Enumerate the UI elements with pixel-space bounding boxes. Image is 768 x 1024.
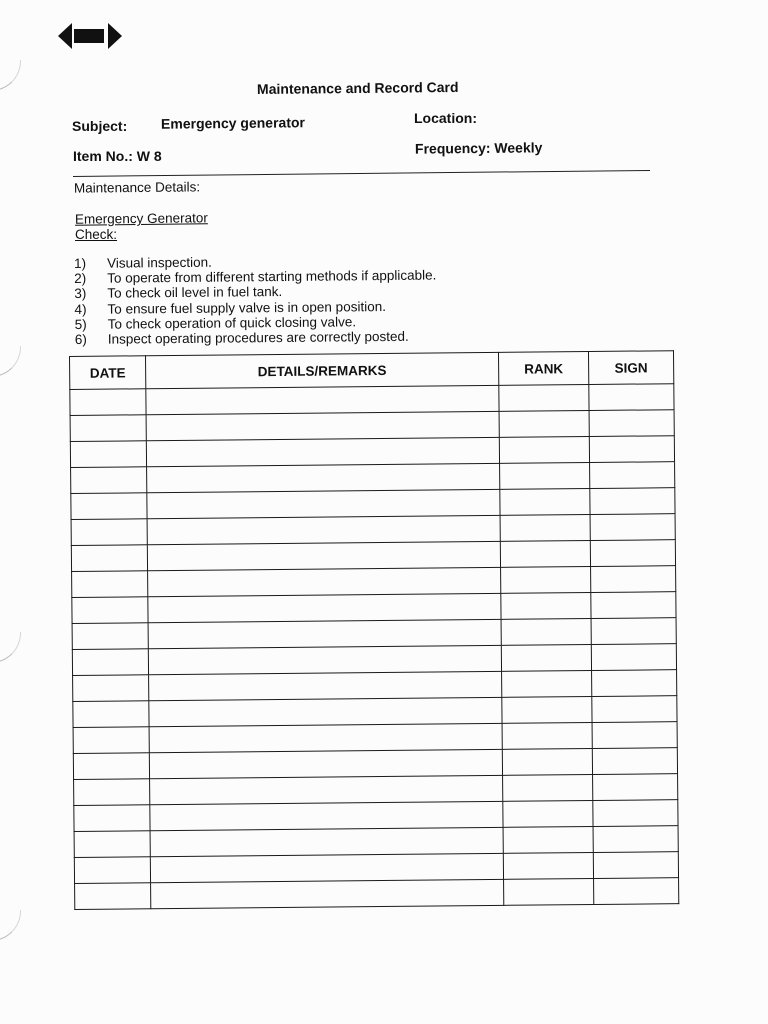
- sign-cell: [591, 644, 676, 671]
- record-log-table: [69, 350, 679, 910]
- rank-cell: [499, 437, 589, 464]
- rank-cell: [501, 593, 591, 620]
- rank-cell: [499, 411, 589, 438]
- date-cell: [71, 467, 147, 494]
- rank-cell: [504, 878, 594, 905]
- item-number-value: W 8: [136, 148, 162, 164]
- sign-cell: [592, 722, 677, 749]
- rank-cell: [502, 696, 592, 723]
- sign-cell: [592, 748, 677, 775]
- details-remarks-cell: [146, 437, 499, 466]
- checklist-item-text: Inspect operating procedures are correctly posted.: [107, 328, 409, 347]
- rank-cell: [500, 463, 590, 490]
- frequency-field: [415, 139, 543, 156]
- sign-cell: [589, 384, 674, 411]
- details-remarks-cell: [148, 593, 501, 622]
- frequency-value: Weekly: [494, 139, 543, 156]
- rank-cell: [501, 619, 591, 646]
- date-cell: [74, 805, 150, 832]
- item-number-field: [73, 148, 162, 164]
- details-remarks-cell: [149, 723, 502, 752]
- sign-cell: [590, 514, 675, 541]
- section-heading-check: Check:: [75, 227, 118, 242]
- punch-hole-mark: [0, 346, 21, 377]
- details-remarks-cell: [151, 879, 504, 908]
- rank-column-header: RANK: [498, 352, 588, 386]
- sign-cell: [593, 826, 678, 853]
- sign-cell: [589, 410, 674, 437]
- rank-cell: [502, 748, 592, 775]
- date-cell: [73, 727, 149, 754]
- rank-cell: [500, 489, 590, 516]
- date-cell: [72, 623, 148, 650]
- punch-hole-mark: [0, 632, 21, 663]
- date-cell: [72, 649, 148, 676]
- date-cell: [71, 519, 147, 546]
- sign-cell: [591, 566, 676, 593]
- details-remarks-cell: [147, 515, 500, 544]
- date-cell: [72, 571, 148, 598]
- rank-cell: [501, 644, 591, 671]
- details-remarks-cell: [150, 853, 503, 882]
- details-remarks-cell: [149, 749, 502, 778]
- details-remarks-cell: [150, 775, 503, 804]
- checklist-item-text: To check oil level in fuel tank.: [107, 284, 283, 302]
- date-cell: [74, 831, 150, 858]
- date-cell: [73, 675, 149, 702]
- date-cell: [75, 883, 151, 910]
- date-cell: [74, 779, 150, 806]
- rank-cell: [500, 541, 590, 568]
- checklist-item-number: 4): [74, 301, 87, 317]
- sign-cell: [593, 774, 678, 801]
- date-cell: [70, 389, 146, 416]
- card-title: Maintenance and Record Card: [256, 78, 459, 98]
- sign-cell: [589, 436, 674, 463]
- details-remarks-cell: [150, 827, 503, 856]
- sign-cell: [592, 670, 677, 697]
- sign-cell: [590, 540, 675, 567]
- details-remarks-cell: [149, 697, 502, 726]
- rank-cell: [503, 774, 593, 801]
- sign-cell: [594, 878, 679, 905]
- punch-hole-mark: [0, 910, 21, 941]
- date-cell: [70, 441, 146, 468]
- date-cell: [70, 415, 146, 442]
- details-remarks-cell: [148, 619, 501, 648]
- rank-cell: [502, 670, 592, 697]
- left-right-arrow-icon: [58, 22, 122, 50]
- item-number-label: Item No.:: [73, 148, 133, 164]
- sign-cell: [592, 696, 677, 723]
- checklist-item-number: 3): [74, 286, 87, 302]
- date-cell: [72, 597, 148, 624]
- details-remarks-cell: [147, 463, 500, 492]
- location-label: Location:: [414, 110, 477, 126]
- rank-cell: [503, 800, 593, 827]
- frequency-label: Frequency:: [414, 139, 491, 157]
- checklist-item-text: To ensure fuel supply valve is in open position.: [107, 298, 386, 317]
- details-remarks-cell: [146, 385, 499, 414]
- date-cell: [71, 493, 147, 520]
- checklist-item-text: To check operation of quick closing valve.: [107, 314, 357, 332]
- punch-hole-mark: [0, 60, 21, 91]
- details-remarks-cell: [150, 801, 503, 830]
- date-cell: [74, 857, 150, 884]
- section-heading-equipment: Emergency Generator: [74, 210, 208, 227]
- header-divider: [73, 170, 650, 177]
- checklist-item-number: 6): [74, 331, 87, 348]
- rank-cell: [502, 722, 592, 749]
- rank-cell: [501, 567, 591, 594]
- sign-cell: [593, 852, 678, 879]
- sign-cell: [591, 592, 676, 619]
- details-remarks-cell: [148, 645, 501, 674]
- rank-cell: [499, 385, 589, 412]
- details-remarks-cell: [146, 411, 499, 440]
- date-cell: [73, 753, 149, 780]
- date-cell: [71, 545, 147, 572]
- date-cell: [73, 701, 149, 728]
- details-remarks-cell: [147, 489, 500, 518]
- maintenance-details-label: Maintenance Details:: [73, 179, 201, 196]
- checklist-item: [75, 329, 437, 348]
- checklist-item-number: 5): [74, 316, 87, 332]
- subject-value: Emergency generator: [160, 114, 306, 132]
- details-remarks-cell: [147, 541, 500, 570]
- check-list: [74, 253, 437, 348]
- details-remarks-cell: [148, 567, 501, 596]
- details-remarks-cell: [149, 671, 502, 700]
- sign-cell: [590, 488, 675, 515]
- sign-cell: [591, 618, 676, 645]
- date-column-header: DATE: [70, 356, 146, 390]
- rank-cell: [503, 826, 593, 853]
- checklist-item-text: To operate from different starting methods if applicable.: [107, 267, 437, 286]
- rank-cell: [503, 852, 593, 879]
- checklist-item-text: Visual inspection.: [106, 254, 212, 271]
- checklist-item-number: 2): [74, 271, 87, 287]
- details-remarks-column-header: DETAILS/REMARKS: [146, 352, 499, 388]
- rank-cell: [500, 515, 590, 542]
- sign-cell: [593, 800, 678, 827]
- sign-cell: [590, 462, 675, 489]
- sign-column-header: SIGN: [588, 351, 673, 385]
- table-row: [75, 878, 679, 910]
- checklist-item-number: 1): [74, 255, 87, 271]
- record-log: [69, 350, 679, 910]
- subject-label: Subject:: [72, 118, 128, 134]
